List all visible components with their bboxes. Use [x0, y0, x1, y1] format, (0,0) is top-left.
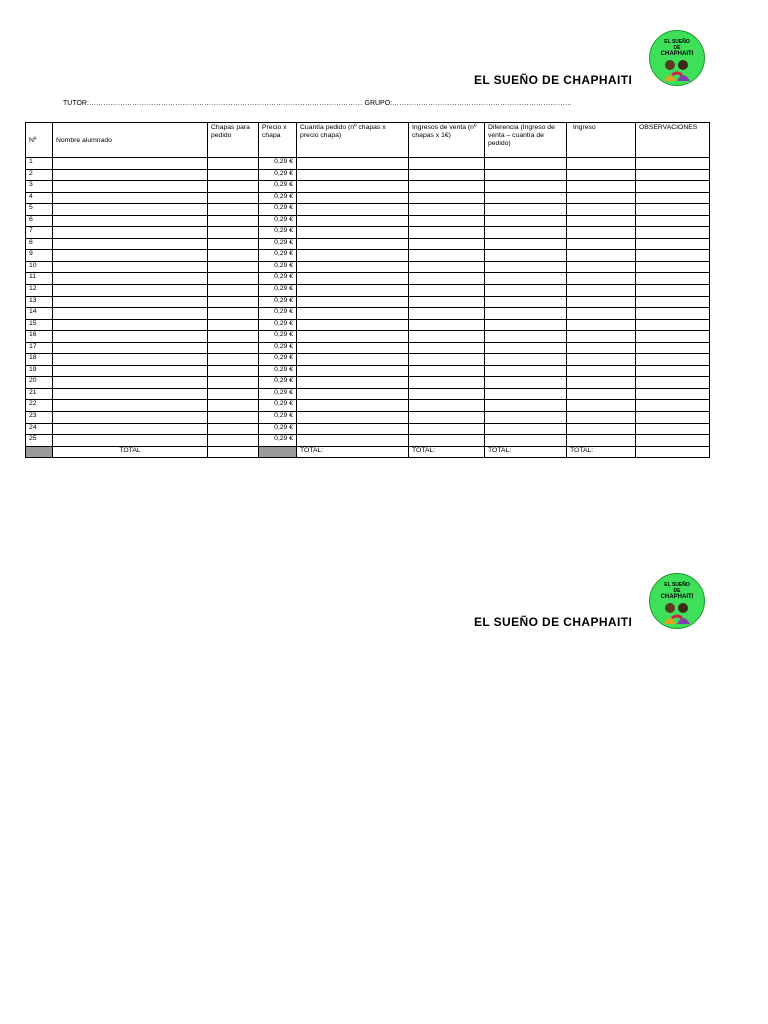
chaphaiti-logo	[649, 30, 705, 86]
row-ingresos-cell[interactable]	[409, 388, 485, 400]
logo-text-2: DE	[673, 588, 681, 594]
row-chapas-cell[interactable]	[208, 388, 259, 400]
row-name-cell[interactable]	[53, 285, 208, 297]
row-chapas-cell[interactable]	[208, 308, 259, 320]
chaphaiti-logo-bottom	[649, 573, 705, 629]
row-observaciones-cell[interactable]	[636, 238, 710, 250]
row-diferencia-cell[interactable]	[485, 192, 567, 204]
row-cuantia-cell[interactable]	[297, 412, 409, 424]
row-name-cell[interactable]	[53, 423, 208, 435]
table-row	[26, 354, 710, 366]
row-name-cell[interactable]	[53, 227, 208, 239]
row-observaciones-cell[interactable]	[636, 158, 710, 170]
row-name-cell[interactable]	[53, 331, 208, 343]
table-row	[26, 388, 710, 400]
row-chapas-cell[interactable]	[208, 181, 259, 193]
row-cuantia-cell[interactable]	[297, 204, 409, 216]
row-chapas-cell[interactable]	[208, 285, 259, 297]
row-diferencia-cell[interactable]	[485, 377, 567, 389]
row-ingresos-cell[interactable]	[409, 181, 485, 193]
row-diferencia-cell[interactable]	[485, 435, 567, 447]
row-chapas-cell[interactable]	[208, 192, 259, 204]
logo-text-3: CHAPHAITI	[660, 51, 694, 57]
row-diferencia-cell[interactable]	[485, 250, 567, 262]
row-ingresos-cell[interactable]	[409, 227, 485, 239]
row-diferencia-cell[interactable]	[485, 273, 567, 285]
table-row	[26, 319, 710, 331]
row-name-cell[interactable]	[53, 261, 208, 273]
row-ingreso-cell[interactable]	[567, 158, 636, 170]
row-ingreso-cell[interactable]	[567, 261, 636, 273]
row-cuantia-cell[interactable]	[297, 181, 409, 193]
row-ingreso-cell[interactable]	[567, 331, 636, 343]
row-observaciones-cell[interactable]	[636, 308, 710, 320]
row-number: 4	[26, 192, 53, 204]
row-diferencia-cell[interactable]	[485, 238, 567, 250]
row-name-cell[interactable]	[53, 169, 208, 181]
row-cuantia-cell[interactable]	[297, 169, 409, 181]
row-ingreso-cell[interactable]	[567, 365, 636, 377]
row-ingreso-cell[interactable]	[567, 296, 636, 308]
logo-text-3: CHAPHAITI	[660, 594, 694, 600]
table-row	[26, 308, 710, 320]
row-ingreso-cell[interactable]	[567, 192, 636, 204]
total-observaciones-cell[interactable]	[636, 446, 710, 458]
row-price: 0,29 €	[259, 412, 297, 424]
row-diferencia-cell[interactable]	[485, 400, 567, 412]
row-observaciones-cell[interactable]	[636, 296, 710, 308]
row-observaciones-cell[interactable]	[636, 204, 710, 216]
row-name-cell[interactable]	[53, 215, 208, 227]
row-ingreso-cell[interactable]	[567, 319, 636, 331]
row-ingreso-cell[interactable]	[567, 435, 636, 447]
table-row	[26, 192, 710, 204]
row-ingresos-cell[interactable]	[409, 423, 485, 435]
row-number: 18	[26, 354, 53, 366]
row-observaciones-cell[interactable]	[636, 331, 710, 343]
table-row	[26, 227, 710, 239]
row-ingreso-cell[interactable]	[567, 377, 636, 389]
row-chapas-cell[interactable]	[208, 354, 259, 366]
row-ingreso-cell[interactable]	[567, 354, 636, 366]
row-ingresos-cell[interactable]	[409, 192, 485, 204]
row-number: 20	[26, 377, 53, 389]
row-name-cell[interactable]	[53, 365, 208, 377]
row-ingreso-cell[interactable]	[567, 285, 636, 297]
logo-text-1: EL SUEÑO	[664, 582, 690, 588]
row-number: 8	[26, 238, 53, 250]
row-ingreso-cell[interactable]	[567, 423, 636, 435]
row-ingresos-cell[interactable]	[409, 331, 485, 343]
row-price: 0,29 €	[259, 388, 297, 400]
table-row	[26, 261, 710, 273]
row-diferencia-cell[interactable]	[485, 342, 567, 354]
row-cuantia-cell[interactable]	[297, 308, 409, 320]
tutor-field[interactable]: ……………………………………………………………………………………………………	[88, 100, 363, 107]
logo-graphic	[650, 31, 704, 85]
logo-text-1: EL SUEÑO	[664, 39, 690, 45]
row-number: 6	[26, 215, 53, 227]
row-diferencia-cell[interactable]	[485, 308, 567, 320]
row-name-cell[interactable]	[53, 354, 208, 366]
row-cuantia-cell[interactable]	[297, 423, 409, 435]
row-chapas-cell[interactable]	[208, 365, 259, 377]
table-row	[26, 169, 710, 181]
row-chapas-cell[interactable]	[208, 423, 259, 435]
table-row	[26, 296, 710, 308]
tutor-label: TUTOR:	[63, 100, 89, 107]
table-row	[26, 435, 710, 447]
row-diferencia-cell[interactable]	[485, 423, 567, 435]
table-header-row	[26, 123, 710, 158]
row-name-cell[interactable]	[53, 435, 208, 447]
table-row	[26, 342, 710, 354]
row-name-cell[interactable]	[53, 250, 208, 262]
row-chapas-cell[interactable]	[208, 169, 259, 181]
col-header-name: Nombre alumnado	[53, 123, 208, 158]
row-number: 7	[26, 227, 53, 239]
row-ingreso-cell[interactable]	[567, 273, 636, 285]
row-cuantia-cell[interactable]	[297, 158, 409, 170]
row-price: 0,29 €	[259, 261, 297, 273]
row-chapas-cell[interactable]	[208, 215, 259, 227]
row-name-cell[interactable]	[53, 308, 208, 320]
row-diferencia-cell[interactable]	[485, 365, 567, 377]
row-observaciones-cell[interactable]	[636, 400, 710, 412]
table-row	[26, 204, 710, 216]
total-label: TOTAL	[53, 446, 208, 458]
row-ingreso-cell[interactable]	[567, 238, 636, 250]
row-price: 0,29 €	[259, 273, 297, 285]
grupo-label: GRUPO:	[364, 100, 393, 107]
row-observaciones-cell[interactable]	[636, 227, 710, 239]
row-diferencia-cell[interactable]	[485, 181, 567, 193]
row-ingreso-cell[interactable]	[567, 400, 636, 412]
row-chapas-cell[interactable]	[208, 250, 259, 262]
row-ingreso-cell[interactable]	[567, 412, 636, 424]
tutor-group-line	[63, 100, 572, 107]
row-price: 0,29 €	[259, 296, 297, 308]
row-cuantia-cell[interactable]	[297, 365, 409, 377]
row-number: 16	[26, 331, 53, 343]
row-ingresos-cell[interactable]	[409, 308, 485, 320]
table-row	[26, 377, 710, 389]
row-observaciones-cell[interactable]	[636, 388, 710, 400]
row-price: 0,29 €	[259, 204, 297, 216]
row-number: 10	[26, 261, 53, 273]
row-cuantia-cell[interactable]	[297, 331, 409, 343]
row-cuantia-cell[interactable]	[297, 192, 409, 204]
row-price: 0,29 €	[259, 377, 297, 389]
row-chapas-cell[interactable]	[208, 273, 259, 285]
row-price: 0,29 €	[259, 215, 297, 227]
row-price: 0,29 €	[259, 181, 297, 193]
row-chapas-cell[interactable]	[208, 158, 259, 170]
row-observaciones-cell[interactable]	[636, 169, 710, 181]
row-price: 0,29 €	[259, 308, 297, 320]
row-diferencia-cell[interactable]	[485, 261, 567, 273]
row-name-cell[interactable]	[53, 342, 208, 354]
row-name-cell[interactable]	[53, 192, 208, 204]
row-observaciones-cell[interactable]	[636, 342, 710, 354]
row-price: 0,29 €	[259, 354, 297, 366]
table-row	[26, 423, 710, 435]
row-diferencia-cell[interactable]	[485, 319, 567, 331]
total-diferencia[interactable]: TOTAL:	[485, 446, 567, 458]
row-cuantia-cell[interactable]	[297, 250, 409, 262]
row-observaciones-cell[interactable]	[636, 412, 710, 424]
row-ingreso-cell[interactable]	[567, 204, 636, 216]
row-ingresos-cell[interactable]	[409, 238, 485, 250]
row-observaciones-cell[interactable]	[636, 423, 710, 435]
row-chapas-cell[interactable]	[208, 238, 259, 250]
row-price: 0,29 €	[259, 342, 297, 354]
row-ingresos-cell[interactable]	[409, 169, 485, 181]
row-cuantia-cell[interactable]	[297, 296, 409, 308]
row-observaciones-cell[interactable]	[636, 273, 710, 285]
orders-table	[25, 122, 710, 458]
row-chapas-cell[interactable]	[208, 412, 259, 424]
row-ingreso-cell[interactable]	[567, 250, 636, 262]
table-row	[26, 331, 710, 343]
row-price: 0,29 €	[259, 435, 297, 447]
row-diferencia-cell[interactable]	[485, 285, 567, 297]
row-price: 0,29 €	[259, 158, 297, 170]
total-ingresos[interactable]: TOTAL:	[409, 446, 485, 458]
total-price-grey-cell	[259, 446, 297, 458]
page-title: EL SUEÑO DE CHAPHAITI	[474, 73, 633, 87]
row-observaciones-cell[interactable]	[636, 181, 710, 193]
row-cuantia-cell[interactable]	[297, 238, 409, 250]
row-name-cell[interactable]	[53, 158, 208, 170]
row-chapas-cell[interactable]	[208, 227, 259, 239]
row-name-cell[interactable]	[53, 400, 208, 412]
row-observaciones-cell[interactable]	[636, 285, 710, 297]
row-chapas-cell[interactable]	[208, 377, 259, 389]
table-row	[26, 273, 710, 285]
row-diferencia-cell[interactable]	[485, 331, 567, 343]
row-price: 0,29 €	[259, 238, 297, 250]
row-diferencia-cell[interactable]	[485, 354, 567, 366]
row-number: 17	[26, 342, 53, 354]
row-number: 14	[26, 308, 53, 320]
row-number: 1	[26, 158, 53, 170]
total-row	[26, 446, 710, 458]
row-name-cell[interactable]	[53, 181, 208, 193]
row-chapas-cell[interactable]	[208, 296, 259, 308]
row-ingresos-cell[interactable]	[409, 319, 485, 331]
row-name-cell[interactable]	[53, 388, 208, 400]
row-number: 19	[26, 365, 53, 377]
row-observaciones-cell[interactable]	[636, 250, 710, 262]
row-name-cell[interactable]	[53, 296, 208, 308]
row-cuantia-cell[interactable]	[297, 285, 409, 297]
row-price: 0,29 €	[259, 400, 297, 412]
row-cuantia-cell[interactable]	[297, 215, 409, 227]
total-chapas-cell[interactable]	[208, 446, 259, 458]
col-header-diferencia: Diferencia (Ingreso de venta – cuantía de pedido)	[485, 123, 567, 158]
row-number: 5	[26, 204, 53, 216]
row-name-cell[interactable]	[53, 204, 208, 216]
row-price: 0,29 €	[259, 365, 297, 377]
col-header-chapas: Chapas para pedido	[208, 123, 259, 158]
row-price: 0,29 €	[259, 423, 297, 435]
row-ingresos-cell[interactable]	[409, 412, 485, 424]
col-header-number: Nº	[26, 123, 53, 158]
row-name-cell[interactable]	[53, 412, 208, 424]
row-price: 0,29 €	[259, 319, 297, 331]
table-row	[26, 400, 710, 412]
row-chapas-cell[interactable]	[208, 204, 259, 216]
row-observaciones-cell[interactable]	[636, 192, 710, 204]
row-number: 23	[26, 412, 53, 424]
row-chapas-cell[interactable]	[208, 342, 259, 354]
row-ingresos-cell[interactable]	[409, 250, 485, 262]
row-ingreso-cell[interactable]	[567, 342, 636, 354]
col-header-observaciones: OBSERVACIONES	[636, 123, 710, 158]
table-row	[26, 250, 710, 262]
row-observaciones-cell[interactable]	[636, 261, 710, 273]
row-ingresos-cell[interactable]	[409, 285, 485, 297]
row-chapas-cell[interactable]	[208, 331, 259, 343]
table-row	[26, 215, 710, 227]
col-header-cuantia: Cuantía pedido (nº chapas x precio chapa)	[297, 123, 409, 158]
row-diferencia-cell[interactable]	[485, 204, 567, 216]
row-number: 12	[26, 285, 53, 297]
table-row	[26, 412, 710, 424]
page-title-bottom: EL SUEÑO DE CHAPHAITI	[474, 615, 633, 629]
row-ingresos-cell[interactable]	[409, 342, 485, 354]
row-number: 21	[26, 388, 53, 400]
logo-text-2: DE	[673, 45, 681, 51]
row-cuantia-cell[interactable]	[297, 342, 409, 354]
row-ingresos-cell[interactable]	[409, 261, 485, 273]
row-ingreso-cell[interactable]	[567, 227, 636, 239]
row-diferencia-cell[interactable]	[485, 158, 567, 170]
row-price: 0,29 €	[259, 250, 297, 262]
row-observaciones-cell[interactable]	[636, 215, 710, 227]
row-ingresos-cell[interactable]	[409, 365, 485, 377]
row-observaciones-cell[interactable]	[636, 354, 710, 366]
total-ingreso[interactable]: TOTAL:	[567, 446, 636, 458]
row-cuantia-cell[interactable]	[297, 388, 409, 400]
row-observaciones-cell[interactable]	[636, 435, 710, 447]
row-cuantia-cell[interactable]	[297, 400, 409, 412]
row-cuantia-cell[interactable]	[297, 227, 409, 239]
row-number: 2	[26, 169, 53, 181]
col-header-ingreso: Ingreso	[567, 123, 636, 158]
row-ingreso-cell[interactable]	[567, 181, 636, 193]
row-ingresos-cell[interactable]	[409, 435, 485, 447]
row-chapas-cell[interactable]	[208, 319, 259, 331]
row-ingresos-cell[interactable]	[409, 215, 485, 227]
row-ingresos-cell[interactable]	[409, 400, 485, 412]
row-price: 0,29 €	[259, 227, 297, 239]
row-ingresos-cell[interactable]	[409, 273, 485, 285]
table-row	[26, 285, 710, 297]
row-diferencia-cell[interactable]	[485, 215, 567, 227]
row-number: 9	[26, 250, 53, 262]
row-chapas-cell[interactable]	[208, 261, 259, 273]
row-name-cell[interactable]	[53, 238, 208, 250]
row-cuantia-cell[interactable]	[297, 354, 409, 366]
row-cuantia-cell[interactable]	[297, 435, 409, 447]
row-ingresos-cell[interactable]	[409, 158, 485, 170]
row-ingreso-cell[interactable]	[567, 169, 636, 181]
row-cuantia-cell[interactable]	[297, 319, 409, 331]
row-number: 13	[26, 296, 53, 308]
col-header-price: Precio x chapa	[259, 123, 297, 158]
row-observaciones-cell[interactable]	[636, 365, 710, 377]
row-name-cell[interactable]	[53, 377, 208, 389]
row-number: 24	[26, 423, 53, 435]
row-chapas-cell[interactable]	[208, 400, 259, 412]
row-name-cell[interactable]	[53, 319, 208, 331]
table-row	[26, 238, 710, 250]
row-cuantia-cell[interactable]	[297, 273, 409, 285]
row-number: 3	[26, 181, 53, 193]
row-ingreso-cell[interactable]	[567, 388, 636, 400]
row-ingreso-cell[interactable]	[567, 308, 636, 320]
col-header-ingresos: Ingresos de venta (nº chapas x 1€)	[409, 123, 485, 158]
row-ingresos-cell[interactable]	[409, 204, 485, 216]
table-row	[26, 181, 710, 193]
row-number: 11	[26, 273, 53, 285]
row-chapas-cell[interactable]	[208, 435, 259, 447]
row-ingresos-cell[interactable]	[409, 354, 485, 366]
row-observaciones-cell[interactable]	[636, 377, 710, 389]
row-observaciones-cell[interactable]	[636, 319, 710, 331]
table-row	[26, 158, 710, 170]
row-ingresos-cell[interactable]	[409, 296, 485, 308]
row-price: 0,29 €	[259, 169, 297, 181]
row-name-cell[interactable]	[53, 273, 208, 285]
row-ingreso-cell[interactable]	[567, 215, 636, 227]
logo-graphic-bottom	[650, 574, 704, 628]
row-diferencia-cell[interactable]	[485, 169, 567, 181]
table-row	[26, 365, 710, 377]
grupo-field[interactable]: …………………………………………………………………	[392, 100, 573, 107]
row-number: 15	[26, 319, 53, 331]
row-diferencia-cell[interactable]	[485, 227, 567, 239]
row-cuantia-cell[interactable]	[297, 377, 409, 389]
total-grey-cell	[26, 446, 53, 458]
row-ingresos-cell[interactable]	[409, 377, 485, 389]
row-diferencia-cell[interactable]	[485, 296, 567, 308]
total-cuantia[interactable]: TOTAL:	[297, 446, 409, 458]
row-price: 0,29 €	[259, 331, 297, 343]
row-price: 0,29 €	[259, 192, 297, 204]
row-number: 22	[26, 400, 53, 412]
row-price: 0,29 €	[259, 285, 297, 297]
row-diferencia-cell[interactable]	[485, 412, 567, 424]
row-number: 25	[26, 435, 53, 447]
row-diferencia-cell[interactable]	[485, 388, 567, 400]
row-cuantia-cell[interactable]	[297, 261, 409, 273]
